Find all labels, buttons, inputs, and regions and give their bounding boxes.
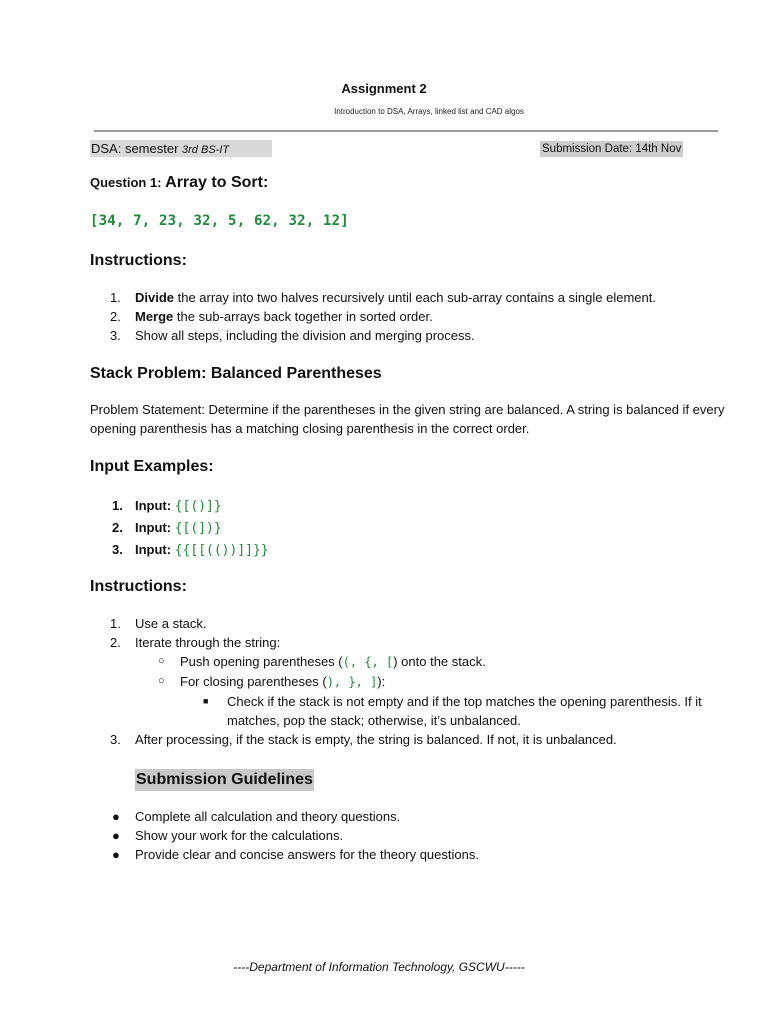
- list-item: ○ For closing parentheses (), }, ]): ■ Check if the stack is not empty and if the top matches the opening parenthesis. If it matches, pop the stack; otherwise, it’s unbalanced.: [90, 672, 719, 730]
- course-info: [90, 140, 272, 157]
- list-item: 1. Use a stack.: [110, 616, 207, 631]
- sub-list: [90, 652, 719, 730]
- course-semester: 3rd BS-IT: [182, 144, 230, 156]
- sub-sub-list: [90, 692, 719, 730]
- submission-guidelines-heading: Submission Guidelines: [135, 769, 314, 791]
- list-item: ○ Push opening parentheses ((, {, [) onto the stack.: [158, 654, 486, 669]
- input-examples-heading: Input Examples:: [90, 458, 214, 475]
- problem-statement: Problem Statement: Determine if the parentheses in the given string are balanced. A string is balanced if every opening parenthesis has a matching closing parenthesis in the correct order.: [90, 402, 725, 436]
- list-item: ■ Check if the stack is not empty and if the top matches the opening parenthesis. If it matches, pop the stack; otherwise, it’s unbalanced.: [203, 694, 702, 728]
- list-item: 2. Merge the sub-arrays back together in sorted order.: [110, 309, 433, 324]
- instructions-heading-1: Instructions:: [90, 252, 187, 269]
- guidelines-list: [90, 807, 479, 864]
- question-1-label: Question 1:: [90, 175, 162, 190]
- department-footer: ----Department of Information Technology, GSCWU-----: [233, 960, 525, 974]
- list-item: 3. Show all steps, including the division and merging process.: [110, 328, 475, 343]
- input-examples-list: [90, 495, 269, 561]
- instructions-heading-2: Instructions:: [90, 578, 187, 595]
- document-subtitle: Introduction to DSA, Arrays, linked list and CAD algos: [334, 107, 524, 116]
- list-item: 2. Iterate through the string: ○ Push opening parentheses ((, {, [) onto the stack. ○ For closing parentheses (), }, ]): ■ Check if the stack is not empty and if the top matches the opening parenthesis. If it matches, pop the stack; otherwise, it’s unbalanced.: [90, 633, 719, 730]
- stack-instructions: [90, 614, 719, 749]
- document-title: Assignment 2: [341, 81, 427, 96]
- submission-date: Submission Date: 14th Nov: [542, 143, 682, 155]
- stack-problem-heading: Stack Problem: Balanced Parentheses: [90, 365, 382, 382]
- list-item: ● Provide clear and concise answers for the theory questions.: [112, 847, 479, 862]
- list-item: 1. Divide the array into two halves recursively until each sub-array contains a single element.: [110, 290, 656, 305]
- list-item: 2. Input: {[(])}: [112, 520, 222, 536]
- merge-sort-instructions: [90, 288, 656, 345]
- question-1-title: Array to Sort:: [165, 174, 269, 191]
- list-item: 1. Input: {[()]}: [112, 498, 222, 514]
- list-item: ● Show your work for the calculations.: [112, 828, 344, 843]
- array-to-sort: [34, 7, 23, 32, 5, 62, 32, 12]: [90, 213, 349, 229]
- header-divider: [94, 130, 718, 132]
- question-1-heading: [90, 174, 268, 192]
- course-prefix: DSA: semester: [91, 141, 183, 156]
- list-item: 3. Input: {{[[(())]]}}: [112, 542, 269, 558]
- list-item: ● Complete all calculation and theory questions.: [112, 809, 401, 824]
- list-item: 3. After processing, if the stack is empty, the string is balanced. If not, it is unbalanced.: [110, 732, 617, 747]
